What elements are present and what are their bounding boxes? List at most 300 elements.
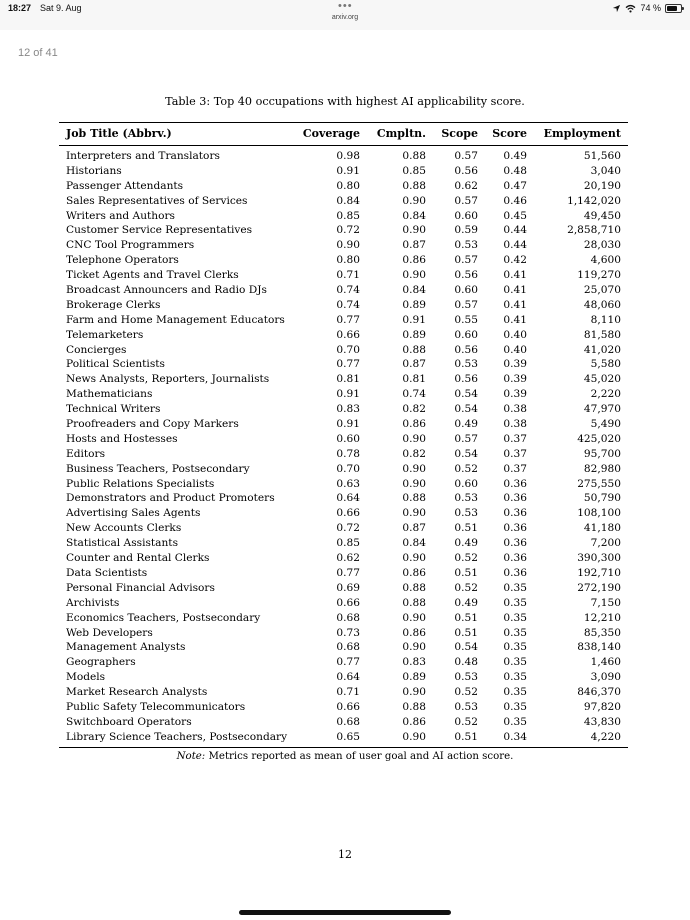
cell-completion: 0.87 [402,522,426,535]
cell-employment: 5,490 [590,418,621,431]
cell-job-title: Switchboard Operators [66,715,192,728]
cell-scope: 0.60 [454,209,478,222]
cell-job-title: Customer Service Representatives [66,224,253,237]
cell-scope: 0.54 [454,403,478,416]
cell-completion: 0.90 [402,686,426,699]
cell-completion: 0.86 [402,254,426,267]
table-row [59,536,628,551]
cell-completion: 0.90 [402,611,426,624]
cell-employment: 48,060 [583,298,621,311]
cell-scope: 0.55 [454,313,478,326]
cell-job-title: Proofreaders and Copy Markers [66,418,239,431]
cell-score: 0.36 [503,477,527,490]
table-row [59,194,628,209]
cell-coverage: 0.77 [336,566,360,579]
cell-completion: 0.88 [402,492,426,505]
cell-scope: 0.56 [454,269,478,282]
cell-completion: 0.85 [402,164,426,177]
cell-job-title: Public Safety Telecommunicators [66,700,246,713]
table-row [59,611,628,626]
table-row [59,655,628,670]
cell-score: 0.46 [503,194,527,207]
cell-score: 0.37 [503,462,527,475]
cell-employment: 25,070 [583,284,621,297]
cell-score: 0.44 [503,224,527,237]
cell-coverage: 0.71 [336,269,360,282]
cell-completion: 0.88 [402,581,426,594]
cell-job-title: Economics Teachers, Postsecondary [66,611,261,624]
table-row [59,685,628,700]
table-row [59,298,628,313]
cell-coverage: 0.84 [336,194,360,207]
cell-score: 0.35 [503,626,527,639]
cell-coverage: 0.68 [336,715,360,728]
table-row [59,179,628,194]
cell-coverage: 0.72 [336,224,360,237]
cell-job-title: Web Developers [66,626,153,639]
cell-completion: 0.84 [402,284,426,297]
cell-scope: 0.60 [454,477,478,490]
cell-job-title: Management Analysts [66,641,186,654]
cell-job-title: Historians [66,164,122,177]
cell-scope: 0.49 [454,418,478,431]
cell-completion: 0.91 [402,313,426,326]
table-caption: Table 3: Top 40 occupations with highest AI applicability score. [165,95,525,108]
cell-employment: 1,142,020 [567,194,621,207]
address-url[interactable]: arxiv.org [331,14,359,21]
cell-scope: 0.51 [454,566,478,579]
cell-employment: 425,020 [577,432,621,445]
cell-job-title: Technical Writers [66,403,161,416]
cell-coverage: 0.91 [336,388,360,401]
cell-coverage: 0.73 [336,626,360,639]
cell-employment: 2,220 [590,388,621,401]
cell-score: 0.38 [503,403,527,416]
note-text: Metrics reported as mean of user goal and AI action score. [208,751,514,762]
cell-scope: 0.51 [454,730,478,743]
cell-employment: 51,560 [583,150,621,162]
cell-scope: 0.52 [454,686,478,699]
cell-score: 0.36 [503,537,527,550]
cell-scope: 0.60 [454,284,478,297]
cell-employment: 49,450 [583,209,621,222]
table-row [59,357,628,372]
page-indicator: 12 of 41 [18,47,58,59]
table-row [59,640,628,655]
cell-employment: 41,020 [583,343,621,356]
cell-coverage: 0.62 [336,552,360,565]
cell-scope: 0.56 [454,164,478,177]
cell-scope: 0.57 [454,194,478,207]
cell-scope: 0.56 [454,373,478,386]
cell-completion: 0.90 [402,730,426,743]
cell-scope: 0.52 [454,581,478,594]
cell-score: 0.48 [503,164,527,177]
cell-score: 0.42 [503,254,527,267]
cell-job-title: Telephone Operators [66,254,179,267]
cell-coverage: 0.78 [336,447,360,460]
cell-job-title: Statistical Assistants [66,537,178,550]
cell-completion: 0.88 [402,150,426,162]
cell-scope: 0.53 [454,492,478,505]
cell-job-title: Ticket Agents and Travel Clerks [66,269,239,282]
cell-completion: 0.90 [402,477,426,490]
cell-scope: 0.60 [454,328,478,341]
cell-job-title: Models [66,671,106,684]
cell-employment: 28,030 [583,239,621,252]
cell-scope: 0.52 [454,552,478,565]
cell-coverage: 0.66 [336,328,360,341]
cell-score: 0.44 [503,239,527,252]
table-row [59,149,628,164]
table-header [59,123,628,146]
table-row [59,715,628,730]
cell-coverage: 0.69 [336,581,360,594]
cell-scope: 0.57 [454,432,478,445]
table-row [59,238,628,253]
cell-coverage: 0.66 [336,700,360,713]
cell-employment: 20,190 [583,179,621,192]
cell-coverage: 0.70 [336,343,360,356]
cell-scope: 0.51 [454,522,478,535]
cell-job-title: Broadcast Announcers and Radio DJs [66,284,267,297]
cell-score: 0.36 [503,552,527,565]
cell-employment: 95,700 [583,447,621,460]
cell-job-title: Writers and Authors [66,209,175,222]
cell-score: 0.41 [503,284,527,297]
cell-job-title: Demonstrators and Product Promoters [66,492,275,505]
cell-completion: 0.88 [402,179,426,192]
header-employment: Employment [543,127,621,140]
cell-score: 0.40 [503,328,527,341]
table-row [59,387,628,402]
cell-job-title: Concierges [66,343,127,356]
table-row [59,372,628,387]
cell-employment: 45,020 [583,373,621,386]
cell-job-title: Mathematicians [66,388,153,401]
cell-score: 0.41 [503,298,527,311]
cell-scope: 0.52 [454,715,478,728]
cell-completion: 0.89 [402,298,426,311]
table-row [59,730,628,745]
cell-employment: 8,110 [590,313,621,326]
cell-job-title: Interpreters and Translators [66,150,220,162]
cell-employment: 119,270 [577,269,621,282]
cell-coverage: 0.91 [336,418,360,431]
cell-scope: 0.49 [454,537,478,550]
cell-coverage: 0.81 [336,373,360,386]
header-completion: Cmpltn. [376,127,426,140]
note-label: Note: [176,751,206,762]
cell-score: 0.36 [503,522,527,535]
cell-completion: 0.86 [402,566,426,579]
location-arrow-icon [612,4,621,13]
cell-coverage: 0.72 [336,522,360,535]
cell-completion: 0.84 [402,209,426,222]
cell-job-title: Counter and Rental Clerks [66,552,210,565]
cell-employment: 1,460 [590,656,621,669]
cell-completion: 0.90 [402,194,426,207]
cell-scope: 0.57 [454,298,478,311]
cell-coverage: 0.68 [336,641,360,654]
cell-completion: 0.87 [402,358,426,371]
table-row [59,670,628,685]
cell-coverage: 0.80 [336,179,360,192]
cell-scope: 0.53 [454,507,478,520]
cell-score: 0.35 [503,641,527,654]
cell-job-title: News Analysts, Reporters, Journalists [66,373,270,386]
cell-scope: 0.53 [454,239,478,252]
cell-job-title: Telemarketers [66,328,144,341]
cell-employment: 846,370 [577,686,621,699]
cell-coverage: 0.91 [336,164,360,177]
battery-percent: 74 % [640,3,661,13]
cell-employment: 390,300 [577,552,621,565]
cell-scope: 0.53 [454,358,478,371]
cell-scope: 0.52 [454,462,478,475]
cell-employment: 12,210 [583,611,621,624]
cell-job-title: Market Research Analysts [66,686,208,699]
cell-employment: 81,580 [583,328,621,341]
cell-coverage: 0.77 [336,656,360,669]
cell-completion: 0.90 [402,462,426,475]
cell-completion: 0.89 [402,328,426,341]
cell-scope: 0.54 [454,641,478,654]
cell-scope: 0.56 [454,343,478,356]
cell-score: 0.45 [503,209,527,222]
cell-score: 0.39 [503,358,527,371]
cell-employment: 50,790 [583,492,621,505]
cell-employment: 3,040 [590,164,621,177]
cell-scope: 0.62 [454,179,478,192]
cell-employment: 4,220 [590,730,621,743]
cell-completion: 0.84 [402,537,426,550]
cell-coverage: 0.85 [336,537,360,550]
cell-completion: 0.88 [402,700,426,713]
cell-job-title: Personal Financial Advisors [66,581,215,594]
cell-score: 0.35 [503,700,527,713]
cell-employment: 192,710 [577,566,621,579]
cell-scope: 0.48 [454,656,478,669]
cell-scope: 0.54 [454,388,478,401]
table-row [59,521,628,536]
table-row [59,343,628,358]
cell-score: 0.47 [503,179,527,192]
cell-employment: 108,100 [577,507,621,520]
cell-scope: 0.57 [454,254,478,267]
cell-job-title: Data Scientists [66,566,148,579]
header-coverage: Coverage [302,127,360,140]
cell-score: 0.39 [503,373,527,386]
cell-coverage: 0.98 [336,150,360,162]
cell-coverage: 0.66 [336,596,360,609]
cell-employment: 838,140 [577,641,621,654]
cell-score: 0.35 [503,686,527,699]
cell-employment: 7,150 [590,596,621,609]
page-number: 12 [338,848,352,861]
cell-coverage: 0.70 [336,462,360,475]
cell-coverage: 0.64 [336,492,360,505]
cell-job-title: Public Relations Specialists [66,477,215,490]
cell-coverage: 0.90 [336,239,360,252]
table-row [59,209,628,224]
table-row [59,551,628,566]
cell-employment: 5,580 [590,358,621,371]
cell-score: 0.37 [503,447,527,460]
table-row [59,328,628,343]
occupations-table [59,122,628,748]
cell-job-title: Archivists [66,596,120,609]
cell-employment: 43,830 [583,715,621,728]
table-row [59,283,628,298]
header-score: Score [492,127,527,140]
cell-completion: 0.74 [402,388,426,401]
cell-employment: 2,858,710 [567,224,621,237]
cell-employment: 41,180 [583,522,621,535]
cell-completion: 0.89 [402,671,426,684]
cell-employment: 7,200 [590,537,621,550]
cell-completion: 0.83 [402,656,426,669]
cell-score: 0.36 [503,492,527,505]
table-row [59,491,628,506]
cell-scope: 0.57 [454,150,478,162]
cell-coverage: 0.80 [336,254,360,267]
cell-scope: 0.53 [454,700,478,713]
multitasking-dots[interactable]: ••• [338,0,353,12]
cell-coverage: 0.60 [336,432,360,445]
cell-completion: 0.86 [402,715,426,728]
cell-job-title: New Accounts Clerks [66,522,182,535]
cell-completion: 0.90 [402,507,426,520]
cell-score: 0.34 [503,730,527,743]
cell-job-title: Geographers [66,656,136,669]
cell-coverage: 0.71 [336,686,360,699]
cell-job-title: Farm and Home Management Educators [66,313,285,326]
cell-coverage: 0.68 [336,611,360,624]
cell-job-title: Editors [66,447,106,460]
cell-coverage: 0.83 [336,403,360,416]
cell-completion: 0.90 [402,269,426,282]
cell-completion: 0.90 [402,552,426,565]
status-right [612,3,682,13]
cell-score: 0.40 [503,343,527,356]
cell-score: 0.38 [503,418,527,431]
cell-completion: 0.90 [402,432,426,445]
cell-job-title: Hosts and Hostesses [66,432,178,445]
cell-employment: 4,600 [590,254,621,267]
cell-employment: 272,190 [577,581,621,594]
status-time: 18:27 [8,3,32,13]
cell-scope: 0.53 [454,671,478,684]
cell-employment: 275,550 [577,477,621,490]
cell-coverage: 0.74 [336,298,360,311]
cell-job-title: Passenger Attendants [66,179,184,192]
cell-score: 0.36 [503,507,527,520]
cell-job-title: Business Teachers, Postsecondary [66,462,250,475]
cell-coverage: 0.66 [336,507,360,520]
cell-completion: 0.87 [402,239,426,252]
cell-employment: 3,090 [590,671,621,684]
table-row [59,626,628,641]
cell-scope: 0.51 [454,611,478,624]
battery-icon [665,4,682,13]
cell-employment: 82,980 [583,462,621,475]
cell-score: 0.49 [503,150,527,162]
home-indicator[interactable] [239,910,451,915]
cell-completion: 0.90 [402,224,426,237]
cell-scope: 0.51 [454,626,478,639]
table-row [59,596,628,611]
table-row [59,402,628,417]
table-row [59,581,628,596]
table-row [59,462,628,477]
wifi-icon [625,4,636,13]
cell-job-title: Sales Representatives of Services [66,194,248,207]
cell-job-title: Advertising Sales Agents [66,507,201,520]
cell-score: 0.35 [503,611,527,624]
cell-completion: 0.88 [402,343,426,356]
cell-coverage: 0.77 [336,358,360,371]
cell-score: 0.41 [503,313,527,326]
cell-employment: 47,970 [583,403,621,416]
table-row [59,253,628,268]
table-row [59,417,628,432]
status-date: Sat 9. Aug [40,3,82,13]
status-bar [0,0,690,30]
cell-score: 0.41 [503,269,527,282]
cell-completion: 0.86 [402,626,426,639]
cell-completion: 0.81 [402,373,426,386]
table-row [59,700,628,715]
table-note [0,751,690,762]
cell-score: 0.35 [503,656,527,669]
table-row [59,477,628,492]
cell-scope: 0.59 [454,224,478,237]
cell-job-title: Brokerage Clerks [66,298,161,311]
cell-score: 0.35 [503,671,527,684]
cell-job-title: Political Scientists [66,358,165,371]
cell-scope: 0.54 [454,447,478,460]
cell-score: 0.36 [503,566,527,579]
cell-scope: 0.49 [454,596,478,609]
cell-completion: 0.82 [402,403,426,416]
table-row [59,313,628,328]
cell-coverage: 0.63 [336,477,360,490]
cell-completion: 0.86 [402,418,426,431]
table-row [59,268,628,283]
header-job-title: Job Title (Abbrv.) [66,127,172,140]
cell-completion: 0.88 [402,596,426,609]
cell-coverage: 0.74 [336,284,360,297]
cell-score: 0.37 [503,432,527,445]
table-row [59,164,628,179]
cell-coverage: 0.85 [336,209,360,222]
cell-job-title: Library Science Teachers, Postsecondary [66,730,288,743]
cell-score: 0.35 [503,581,527,594]
cell-completion: 0.90 [402,641,426,654]
cell-score: 0.39 [503,388,527,401]
cell-employment: 97,820 [583,700,621,713]
table-body [59,146,628,747]
cell-completion: 0.82 [402,447,426,460]
cell-employment: 85,350 [583,626,621,639]
cell-job-title: CNC Tool Programmers [66,239,195,252]
header-scope: Scope [441,127,478,140]
cell-coverage: 0.64 [336,671,360,684]
table-row [59,223,628,238]
cell-coverage: 0.77 [336,313,360,326]
table-row [59,432,628,447]
